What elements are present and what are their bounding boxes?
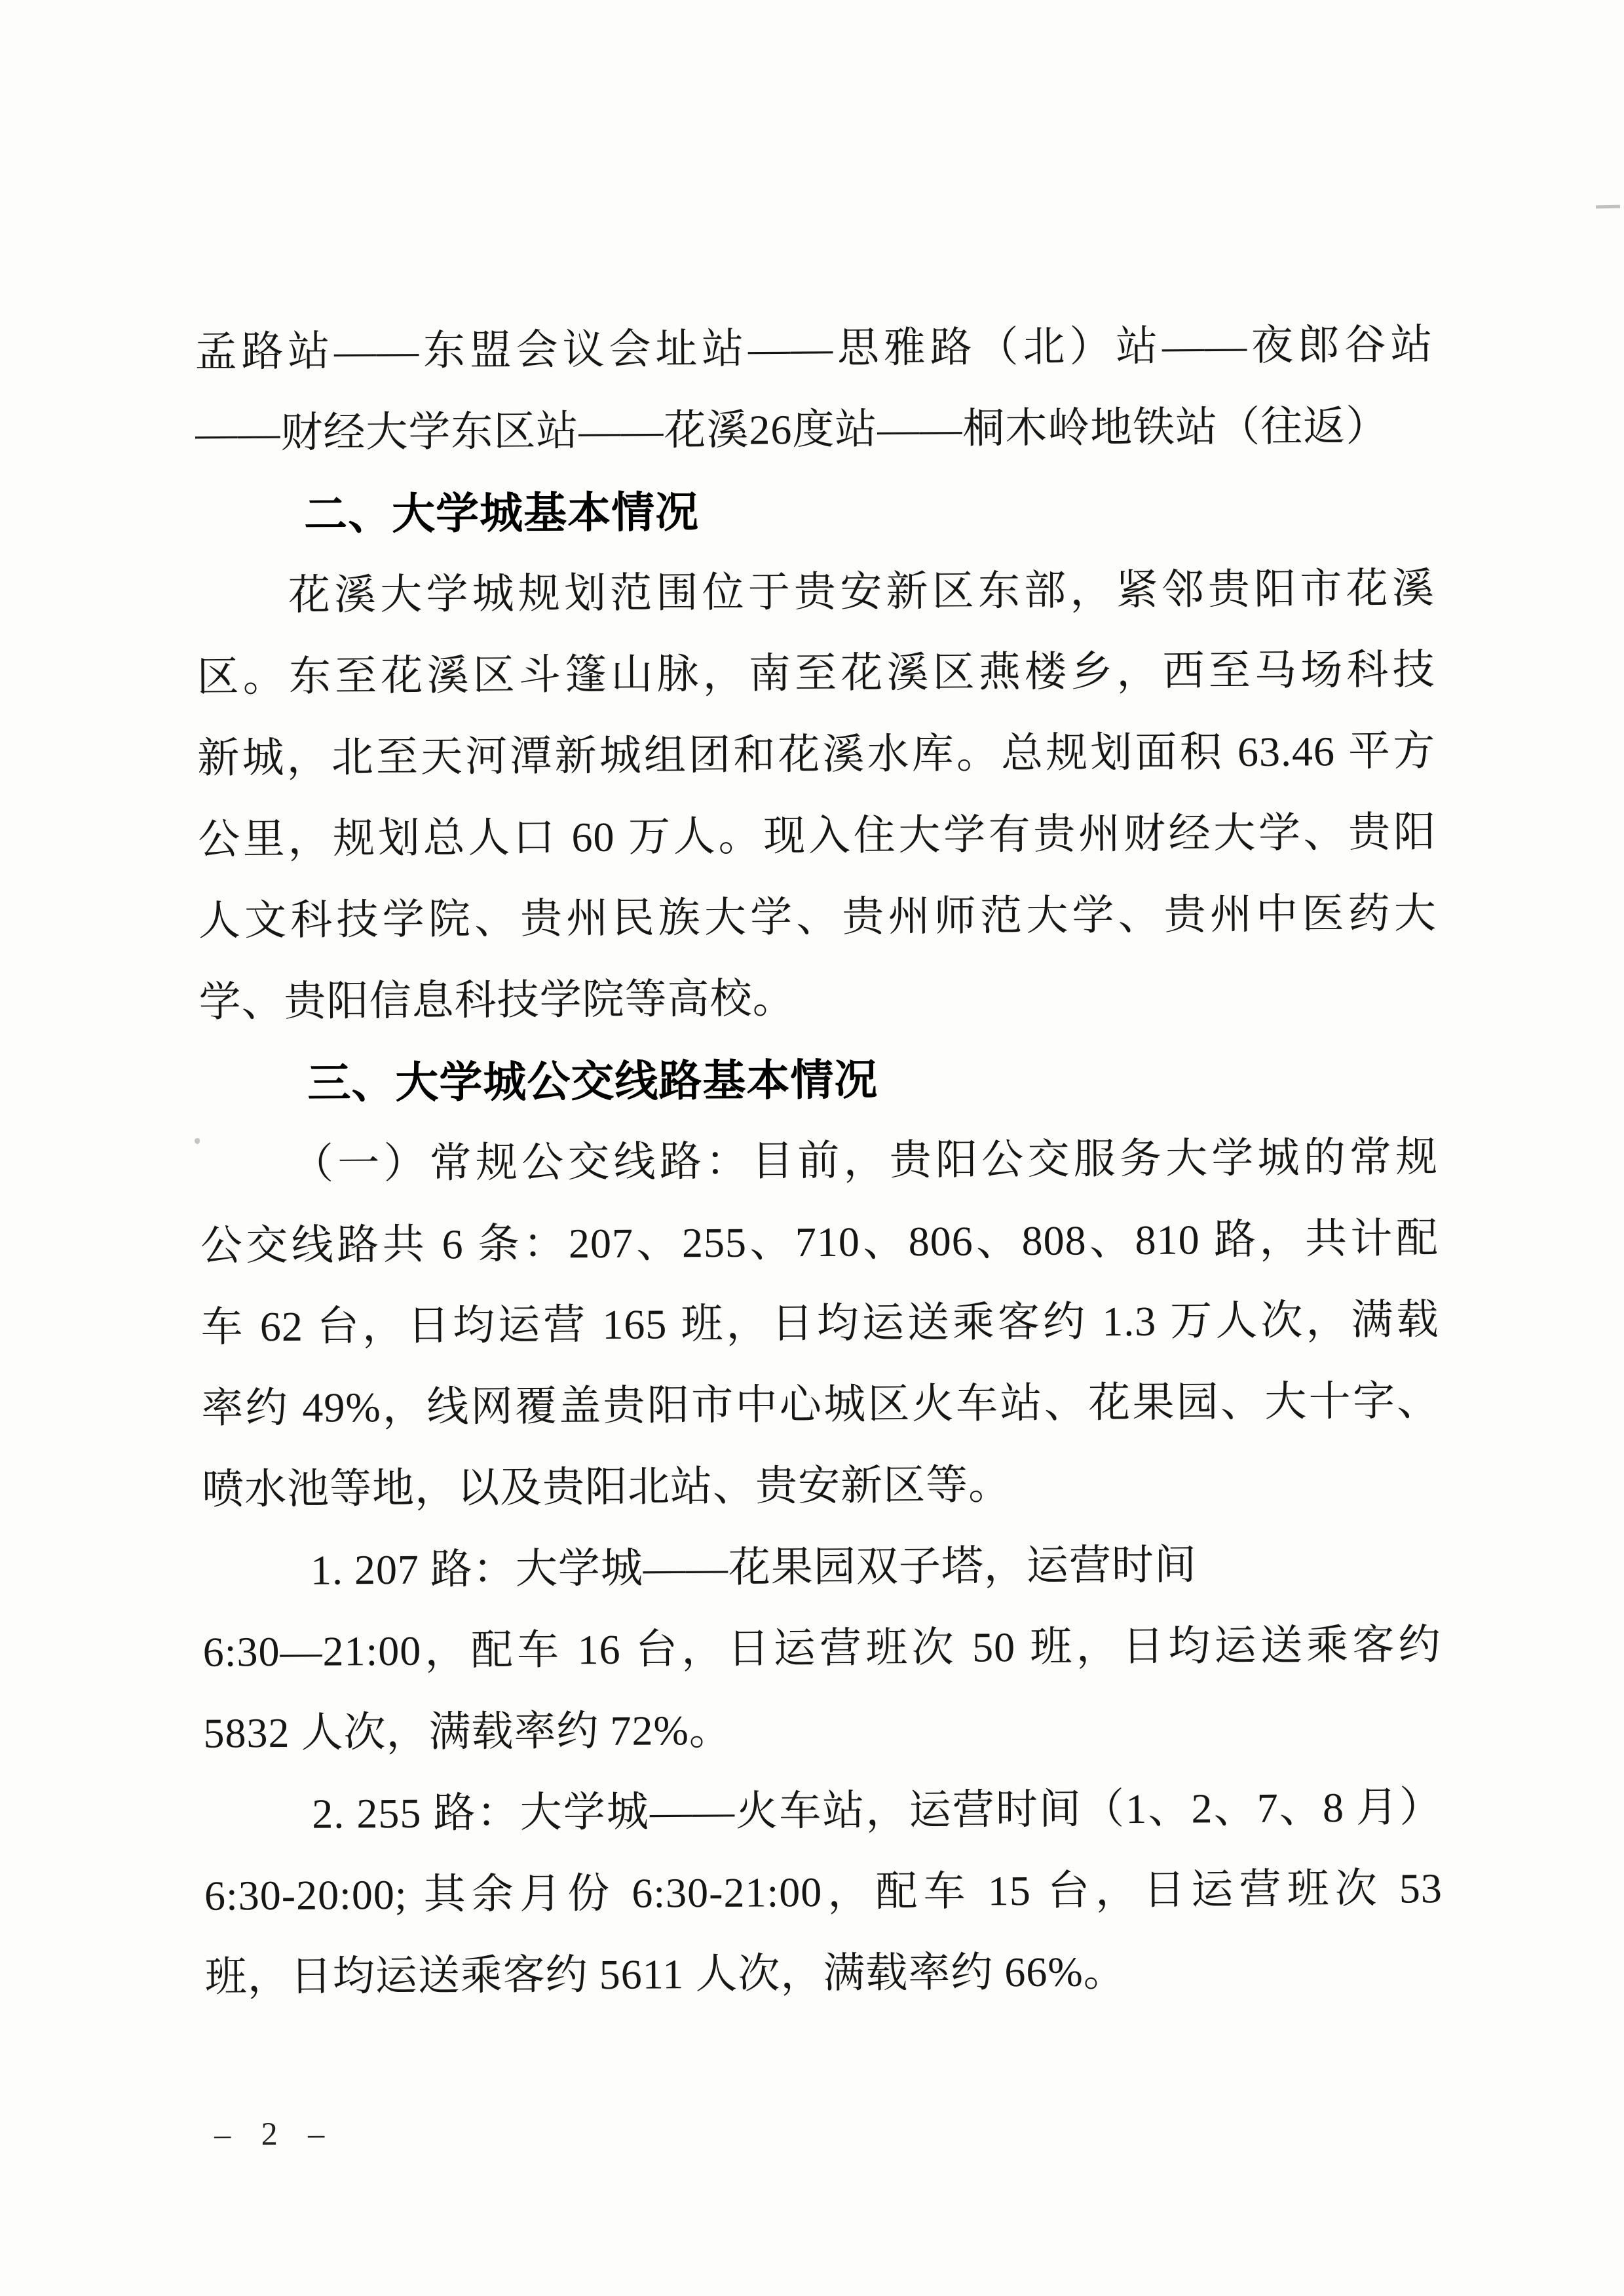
regular-bus-para-line-4: 率约 49%，线网覆盖贵阳市中心城区火车站、花果园、大十字、 (201, 1377, 1440, 1432)
page-number: – 2 – (214, 2114, 328, 2152)
document-body (195, 304, 1443, 2018)
route-255-item-line-3: 班，日均运送乘客约 5611 人次，满载率约 66%。 (204, 1948, 1126, 2000)
section-3-heading: 三、大学城公交线路基本情况 (307, 1055, 878, 1107)
regular-bus-para-line-2: 公交线路共 6 条：207、255、710、806、808、810 路，共计配 (200, 1215, 1439, 1269)
route-stations-line-1: 孟路站——东盟会议会址站——思雅路（北）站——夜郎谷站 (195, 321, 1433, 375)
section-2-heading: 二、大学城基本情况 (303, 488, 700, 539)
route-207-item-line-1: 1. 207 路：大学城——花果园双子塔，运营时间 (310, 1541, 1198, 1594)
route-207-item-line-2: 6:30—21:00，配车 16 台，日运营班次 50 班，日均运送乘客约 (202, 1621, 1441, 1675)
university-town-para-line-2: 区。东至花溪区斗篷山脉，南至花溪区燕楼乡，西至马场科技 (197, 646, 1435, 700)
regular-bus-para-line-1: （一）常规公交线路：目前，贵阳公交服务大学城的常规 (291, 1134, 1439, 1187)
route-stations-line-2: ——财经大学东区站——花溪26度站——桐木岭地铁站（往返） (195, 402, 1389, 457)
scan-artifact-dash (1596, 205, 1620, 209)
university-town-para-line-3: 新城，北至天河潭新城组团和花溪水库。总规划面积 63.46 平方 (197, 727, 1436, 782)
regular-bus-para-line-5: 喷水池等地，以及贵阳北站、贵安新区等。 (201, 1461, 1011, 1513)
university-town-para-line-6: 学、贵阳信息科技学院等高校。 (198, 975, 795, 1025)
route-255-item-line-1: 2. 255 路：大学城——火车站，运营时间（1、2、7、8 月） (311, 1784, 1443, 1837)
route-207-item-line-3: 5832 人次，满载率约 72%。 (203, 1706, 732, 1757)
university-town-para-line-4: 公里，规划总人口 60 万人。现入住大学有贵州财经大学、贵阳 (197, 809, 1437, 863)
university-town-para-line-1: 花溪大学城规划范围位于贵安新区东部，紧邻贵阳市花溪 (288, 565, 1435, 619)
regular-bus-para-line-3: 车 62 台，日均运营 165 班，日均运送乘客约 1.3 万人次，满载 (200, 1296, 1439, 1350)
route-255-item-line-2: 6:30-20:00; 其余月份 6:30-21:00，配车 15 台，日运营班次 53 (204, 1865, 1443, 1919)
scan-artifact-dot (195, 1138, 200, 1144)
university-town-para-line-5: 人文科技学院、贵州民族大学、贵州师范大学、贵州中医药大 (198, 890, 1437, 944)
